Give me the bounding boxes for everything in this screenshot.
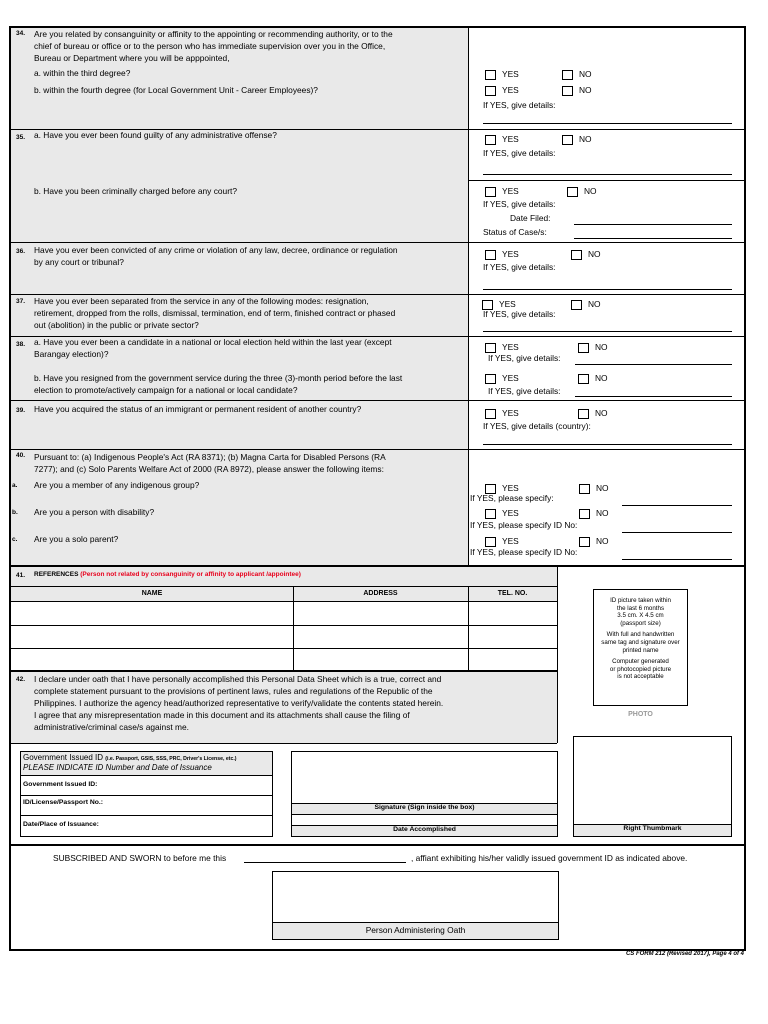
photo-instruction-line: ID picture taken within bbox=[610, 597, 671, 604]
date-place-issuance-label: Date/Place of Issuance: bbox=[23, 821, 99, 828]
details-label: If YES, give details: bbox=[488, 386, 561, 396]
question-number: 39. bbox=[16, 407, 26, 414]
government-id-box bbox=[20, 751, 273, 837]
column-header-tel: TEL. NO. bbox=[497, 590, 528, 597]
q40b-details-line[interactable] bbox=[622, 532, 732, 533]
no-label: NO bbox=[596, 508, 609, 518]
q40a-details-line[interactable] bbox=[622, 505, 732, 506]
q34-details-line[interactable] bbox=[483, 123, 732, 124]
no-label: NO bbox=[579, 85, 592, 95]
photo-instruction-line: (passport size) bbox=[620, 619, 661, 627]
no-label: NO bbox=[579, 69, 592, 79]
q40c-yes-checkbox[interactable] bbox=[485, 537, 496, 547]
question-text: 7277); and (c) Solo Parents Welfare Act of 2000 (RA 8972), please answer the following items: bbox=[34, 464, 384, 474]
q36-no-checkbox[interactable] bbox=[571, 250, 582, 260]
photo-instruction-line: is not acceptable bbox=[617, 673, 664, 681]
q40b-no-checkbox[interactable] bbox=[579, 509, 590, 519]
photo-instructions bbox=[594, 597, 687, 681]
date-accomplished-label: Date Accomplished bbox=[393, 826, 456, 833]
date-accomplished-field[interactable] bbox=[292, 815, 557, 825]
question-text: Pursuant to: (a) Indigenous People's Act (RA 8371); (b) Magna Carta for Disabled Persons (RA bbox=[34, 452, 386, 462]
q37-details-line[interactable] bbox=[483, 331, 732, 332]
q38a-yes-checkbox[interactable] bbox=[485, 343, 496, 353]
question-text: Bureau or Department where you will be apppointed, bbox=[34, 53, 230, 63]
question-text: Are you related by consanguinity or affinity to the appointing or recommending authority, or to the bbox=[34, 29, 393, 39]
question-40a: Are you a member of any indigenous group? bbox=[34, 480, 200, 490]
q38b-no-checkbox[interactable] bbox=[578, 374, 589, 384]
question-38b: election to promote/actively campaign for a national or local candidate? bbox=[34, 385, 298, 395]
yes-label: YES bbox=[502, 249, 519, 259]
question-34a: a. within the third degree? bbox=[34, 68, 131, 78]
photo-instruction-line: or photocopied picture bbox=[609, 665, 672, 673]
oath-prefix: SUBSCRIBED AND SWORN to before me this bbox=[53, 853, 227, 863]
status-label: Status of Case/s: bbox=[483, 227, 547, 237]
q36-details-line[interactable] bbox=[483, 289, 732, 290]
declaration-text: I declare under oath that I have personally accomplished this Personal Data Sheet which is a true, correct and bbox=[34, 674, 442, 684]
q38a-details-line[interactable] bbox=[575, 364, 732, 365]
date-filed-label: Date Filed: bbox=[510, 213, 551, 223]
thumbmark-area[interactable] bbox=[574, 737, 731, 824]
yes-label: YES bbox=[502, 373, 519, 383]
photo-label: PHOTO bbox=[628, 711, 653, 718]
question-text: out (abolition) in the public or private sector? bbox=[34, 320, 199, 330]
yes-label: YES bbox=[502, 69, 519, 79]
references-note: (Person not related by consanguinity or affinity to applicant /appointee) bbox=[80, 571, 301, 578]
question-number: 37. bbox=[16, 298, 26, 305]
question-40c: Are you a solo parent? bbox=[34, 534, 119, 544]
no-label: NO bbox=[596, 483, 609, 493]
yes-label: YES bbox=[502, 536, 519, 546]
question-38a: Barangay election)? bbox=[34, 349, 109, 359]
oath-officer-box bbox=[272, 871, 559, 940]
form-footer: CS FORM 212 (Revised 2017), Page 4 of 4 bbox=[625, 951, 744, 957]
q35a-no-checkbox[interactable] bbox=[562, 135, 573, 145]
details-label: If YES, give details (country): bbox=[483, 421, 591, 431]
q35a-yes-checkbox[interactable] bbox=[485, 135, 496, 145]
references-title-row bbox=[34, 571, 301, 578]
question-text: by any court or tribunal? bbox=[34, 257, 124, 267]
signature-label: Signature (Sign inside the box) bbox=[374, 804, 475, 811]
q40a-no-checkbox[interactable] bbox=[579, 484, 590, 494]
yes-label: YES bbox=[502, 85, 519, 95]
yes-label: YES bbox=[502, 134, 519, 144]
oath-officer-label: Person Administering Oath bbox=[365, 925, 466, 935]
declaration-text: administrative/criminal case/s against me. bbox=[34, 722, 189, 732]
q39-yes-checkbox[interactable] bbox=[485, 409, 496, 419]
yes-label: YES bbox=[502, 186, 519, 196]
no-label: NO bbox=[579, 134, 592, 144]
question-35b: b. Have you been criminally charged before any court? bbox=[34, 186, 237, 196]
no-label: NO bbox=[596, 536, 609, 546]
no-label: NO bbox=[588, 299, 601, 309]
no-label: NO bbox=[595, 408, 608, 418]
declaration-text: I agree that any misrepresentation made in this document and its attachments shall cause the filing of bbox=[34, 710, 410, 720]
yes-label: YES bbox=[502, 483, 519, 493]
q34b-yes-checkbox[interactable] bbox=[485, 86, 496, 96]
q38b-details-line[interactable] bbox=[575, 396, 732, 397]
photo-instruction-line: the last 6 months bbox=[616, 604, 665, 612]
yes-label: YES bbox=[502, 342, 519, 352]
question-text: Have you ever been separated from the service in any of the following modes: resignation, bbox=[34, 296, 369, 306]
gov-id-title-note: (i.e. Passport, GSIS, SSS, PRC, Driver's License, etc.) bbox=[105, 756, 237, 762]
q34a-yes-checkbox[interactable] bbox=[485, 70, 496, 80]
question-34b: b. within the fourth degree (for Local Government Unit - Career Employees)? bbox=[34, 85, 318, 95]
details-label: If YES, give details: bbox=[483, 309, 556, 319]
no-label: NO bbox=[584, 186, 597, 196]
q38a-no-checkbox[interactable] bbox=[578, 343, 589, 353]
question-38b: b. Have you resigned from the government service during the three (3)-month period before the last bbox=[34, 373, 403, 383]
yes-label: YES bbox=[502, 408, 519, 418]
q38b-yes-checkbox[interactable] bbox=[485, 374, 496, 384]
question-text: retirement, dropped from the rolls, dismissal, termination, end of term, finished contract or phased bbox=[34, 308, 396, 318]
q39-details-line[interactable] bbox=[483, 444, 732, 445]
gov-id-title-row bbox=[23, 753, 237, 762]
gov-id-input-area[interactable] bbox=[131, 776, 271, 836]
q39-no-checkbox[interactable] bbox=[578, 409, 589, 419]
q35a-details-line[interactable] bbox=[483, 174, 732, 175]
column-header-address: ADDRESS bbox=[363, 590, 398, 597]
no-label: NO bbox=[595, 342, 608, 352]
question-text: Have you acquired the status of an immigrant or permanent resident of another country? bbox=[34, 404, 362, 414]
date-filed-line[interactable] bbox=[574, 224, 732, 225]
references-table-body[interactable] bbox=[11, 602, 557, 670]
q36-yes-checkbox[interactable] bbox=[485, 250, 496, 260]
q34a-no-checkbox[interactable] bbox=[562, 70, 573, 80]
oath-officer-signature-area[interactable] bbox=[273, 872, 558, 922]
question-text: chief of bureau or office or to the person who has immediate supervision over you in the Office, bbox=[34, 41, 386, 51]
question-number: 38. bbox=[16, 341, 26, 348]
details-label: If YES, give details: bbox=[483, 262, 556, 272]
yes-label: YES bbox=[502, 508, 519, 518]
details-label: If YES, give details: bbox=[483, 100, 556, 110]
no-label: NO bbox=[595, 373, 608, 383]
item-marker: a. bbox=[12, 482, 18, 489]
details-label: If YES, give details: bbox=[488, 353, 561, 363]
q37-no-checkbox[interactable] bbox=[571, 300, 582, 310]
photo-instruction-line: printed name bbox=[622, 646, 659, 654]
signature-area[interactable] bbox=[292, 752, 557, 803]
thumbmark-label: Right Thumbmark bbox=[623, 825, 682, 832]
question-number: 36. bbox=[16, 248, 26, 255]
details-label: If YES, give details: bbox=[483, 199, 556, 209]
yes-label: YES bbox=[499, 299, 516, 309]
photo-box[interactable] bbox=[593, 589, 688, 706]
status-line[interactable] bbox=[574, 238, 732, 239]
details-label: If YES, please specify ID No: bbox=[470, 520, 578, 530]
q40c-details-line[interactable] bbox=[622, 559, 732, 560]
declaration-text: complete statement pursuant to the provisions of pertinent laws, rules and regulations of the Republic of the bbox=[34, 686, 433, 696]
thumbmark-box bbox=[573, 736, 732, 837]
question-number: 42. bbox=[16, 676, 26, 683]
question-40b: Are you a person with disability? bbox=[34, 507, 155, 517]
question-number: 35. bbox=[16, 134, 26, 141]
question-35a: a. Have you ever been found guilty of any administrative offense? bbox=[34, 130, 277, 140]
oath-date-line[interactable] bbox=[244, 862, 406, 863]
references-title: REFERENCES bbox=[34, 571, 79, 578]
details-label: If YES, please specify: bbox=[470, 493, 554, 503]
question-number: 40. bbox=[16, 452, 26, 459]
photo-instruction-line: Computer generated bbox=[612, 658, 669, 666]
photo-instruction-line: same tag and signature over bbox=[601, 638, 680, 646]
no-label: NO bbox=[588, 249, 601, 259]
item-marker: b. bbox=[12, 509, 18, 516]
signature-box bbox=[291, 751, 558, 837]
details-label: If YES, please specify ID No: bbox=[470, 547, 578, 557]
question-number: 34. bbox=[16, 30, 26, 37]
question-38a: a. Have you ever been a candidate in a national or local election held within the last year (except bbox=[34, 337, 392, 347]
q40b-yes-checkbox[interactable] bbox=[485, 509, 496, 519]
item-marker: c. bbox=[12, 536, 18, 543]
photo-instruction-line: With full and handwritten bbox=[606, 631, 675, 639]
gov-id-title: Government Issued ID bbox=[23, 753, 104, 762]
q35b-yes-checkbox[interactable] bbox=[485, 187, 496, 197]
question-number: 41. bbox=[16, 572, 26, 579]
id-number-field-label: ID/License/Passport No.: bbox=[23, 799, 104, 806]
declaration-text: Philippines. I authorize the agency head/authorized representative to verify/validate the contents stated herein. bbox=[34, 698, 444, 708]
q35b-no-checkbox[interactable] bbox=[567, 187, 578, 197]
column-header-name: NAME bbox=[141, 590, 163, 597]
q40c-no-checkbox[interactable] bbox=[579, 537, 590, 547]
details-label: If YES, give details: bbox=[483, 148, 556, 158]
question-text: Have you ever been convicted of any crime or violation of any law, decree, ordinance or regulation bbox=[34, 245, 398, 255]
gov-id-field-label: Government Issued ID: bbox=[23, 781, 98, 788]
photo-instruction-line: 3.5 cm. X 4.5 cm bbox=[617, 612, 664, 620]
q34b-no-checkbox[interactable] bbox=[562, 86, 573, 96]
oath-suffix: , affiant exhibiting his/her validly issued government ID as indicated above. bbox=[411, 853, 688, 863]
gov-id-instruction: PLEASE INDICATE ID Number and Date of Issuance bbox=[23, 763, 212, 772]
